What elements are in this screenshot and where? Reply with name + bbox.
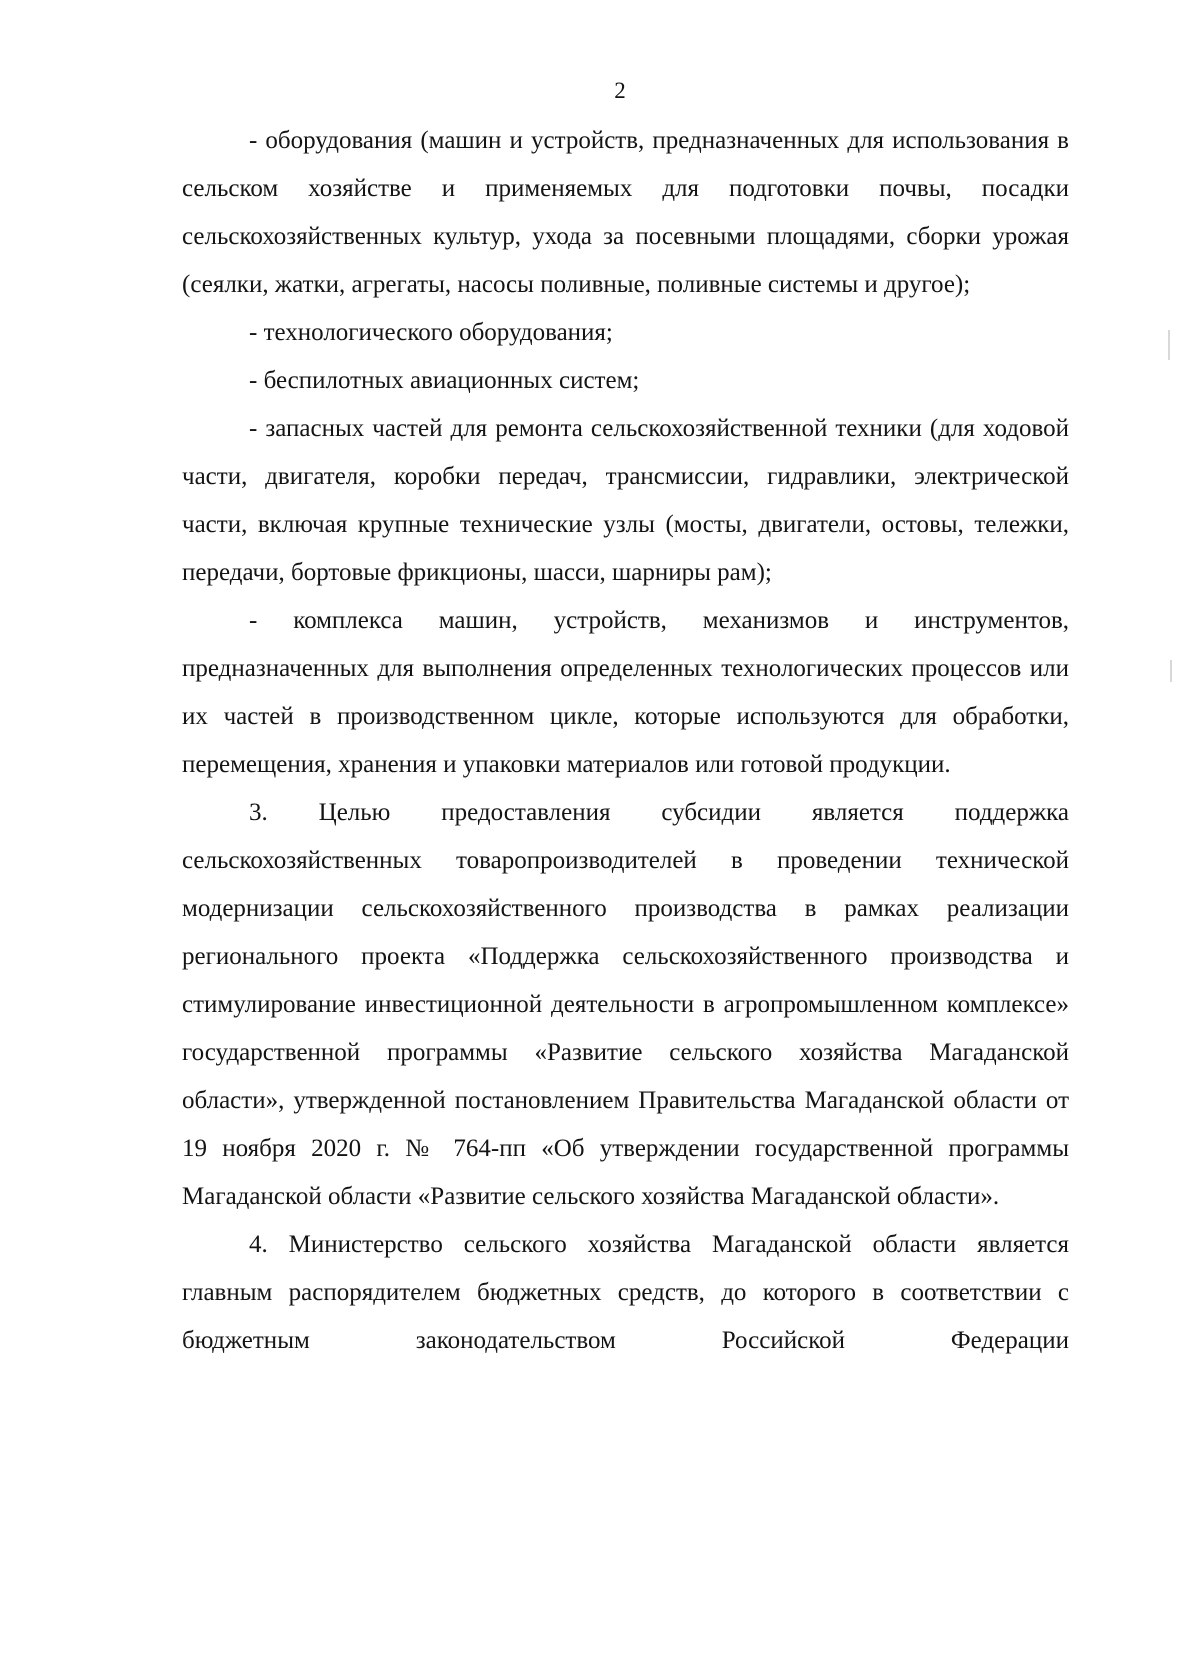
paragraph-drone-systems: - беспилотных авиационных систем; <box>249 367 640 394</box>
scan-artifact-line <box>1168 330 1170 360</box>
page-number: 2 <box>614 78 626 103</box>
paragraph-spare-parts: - запасных частей для ремонта сельскохозяйственной техники (для ходовой части, двигателя, коробки передач, трансмиссии, гидравлики, электрической части, включая крупные технические узлы (мосты, двигатели, остовы, тележки, передачи, бортовые фрикционы, шасси, шарниры рам); <box>182 415 1069 586</box>
paragraph-ministry: 4. Министерство сельского хозяйства Магаданской области является главным распорядителем бюджетных средств, до которого в соответствии с бюджетным законодательством Российской Федерации <box>182 1231 1069 1354</box>
paragraph-technological-equipment: - технологического оборудования; <box>249 319 613 346</box>
paragraph-purpose-of-subsidy: 3. Целью предоставления субсидии является поддержка сельскохозяйственных товаропроизводителей в проведении технической модернизации сельскохозяйственного производства в рамках реализации регионального проекта «Поддержка сельскохозяйственного производства и стимулирование инвестиционной деятельности в агропромышленном комплексе» государственной программы «Развитие сельского хозяйства Магаданской области», утвержденной постановлением Правительства Магаданской области от 19 ноября 2020 г. № 764-пп «Об утверждении государственной программы Магаданской области «Развитие сельского хозяйства Магаданской области». <box>182 799 1069 1210</box>
paragraph-equipment: - оборудования (машин и устройств, предназначенных для использования в сельском хозяйстве и применяемых для подготовки почвы, посадки сельскохозяйственных культур, ухода за посевными площадями, сборки урожая (сеялки, жатки, агрегаты, насосы поливные, поливные системы и другое); <box>182 127 1069 298</box>
scan-artifact-line <box>1170 660 1172 682</box>
document-body <box>182 117 1069 1365</box>
paragraph-machine-complex: - комплекса машин, устройств, механизмов и инструментов, предназначенных для выполнения определенных технологических процессов или их частей в производственном цикле, которые используются для обработки, перемещения, хранения и упаковки материалов или готовой продукции. <box>182 607 1069 778</box>
